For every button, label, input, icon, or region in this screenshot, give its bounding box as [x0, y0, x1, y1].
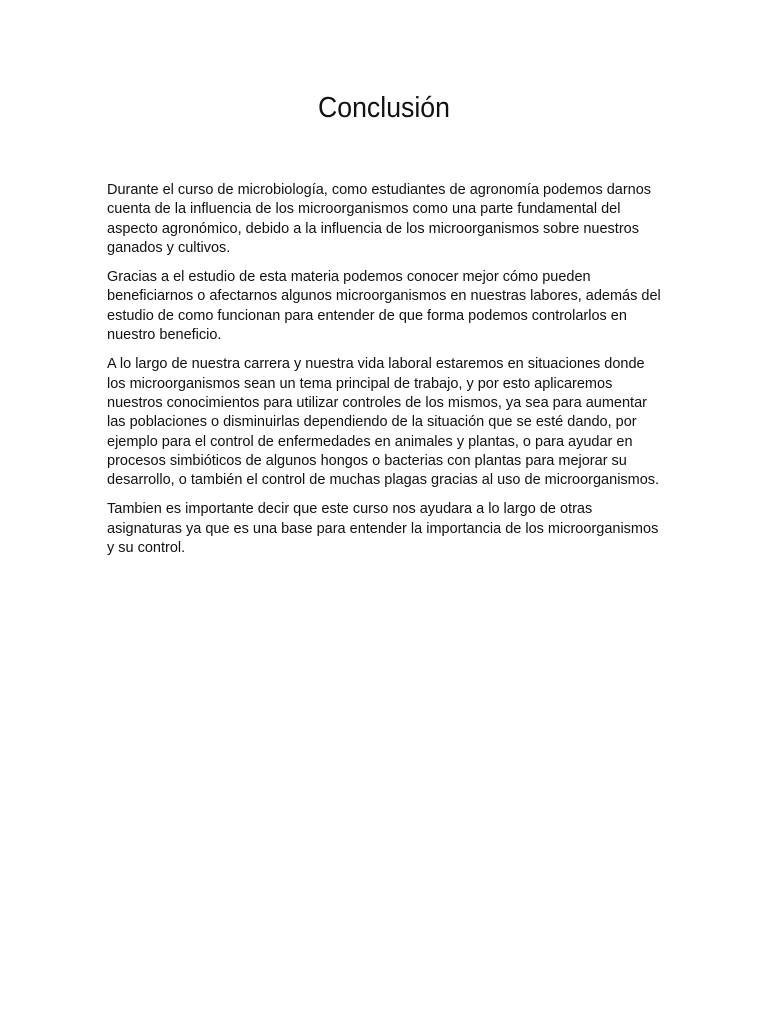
paragraph-3: A lo largo de nuestra carrera y nuestra vida laboral estaremos en situaciones donde los microorganismos sean un tema principal de trabajo, y por esto aplicaremos nuestros conocimientos para utilizar controles de los mismos, ya sea para aumentar las poblaciones o disminuirlas dependiendo de la situación que se esté dando, por ejemplo para el control de enfermedades en animales y plantas, o para ayudar en procesos simbióticos de algunos hongos o bacterias con plantas para mejorar su desarrollo, o también el control de muchas plagas gracias al uso de microorganismos.	[107, 356, 660, 489]
paragraph-4: Tambien es importante decir que este curso nos ayudara a lo largo de otras asignaturas ya que es una base para entender la importancia de los microorganismos y su control.	[107, 501, 659, 557]
paragraph-1: Durante el curso de microbiología, como estudiantes de agronomía podemos darnos cuenta de la influencia de los microorganismos como una parte fundamental del aspecto agronómico, debido a la influencia de los microorganismos sobre nuestros ganados y cultivos.	[107, 182, 652, 256]
paragraph-2: Gracias a el estudio de esta materia podemos conocer mejor cómo pueden beneficiarnos o afectarnos algunos microorganismos en nuestras labores, además del estudio de como funcionan para entender de que forma podemos controlarlos en nuestro beneficio.	[107, 269, 661, 344]
page-title: Conclusión	[317, 92, 450, 124]
document-body	[107, 181, 667, 568]
